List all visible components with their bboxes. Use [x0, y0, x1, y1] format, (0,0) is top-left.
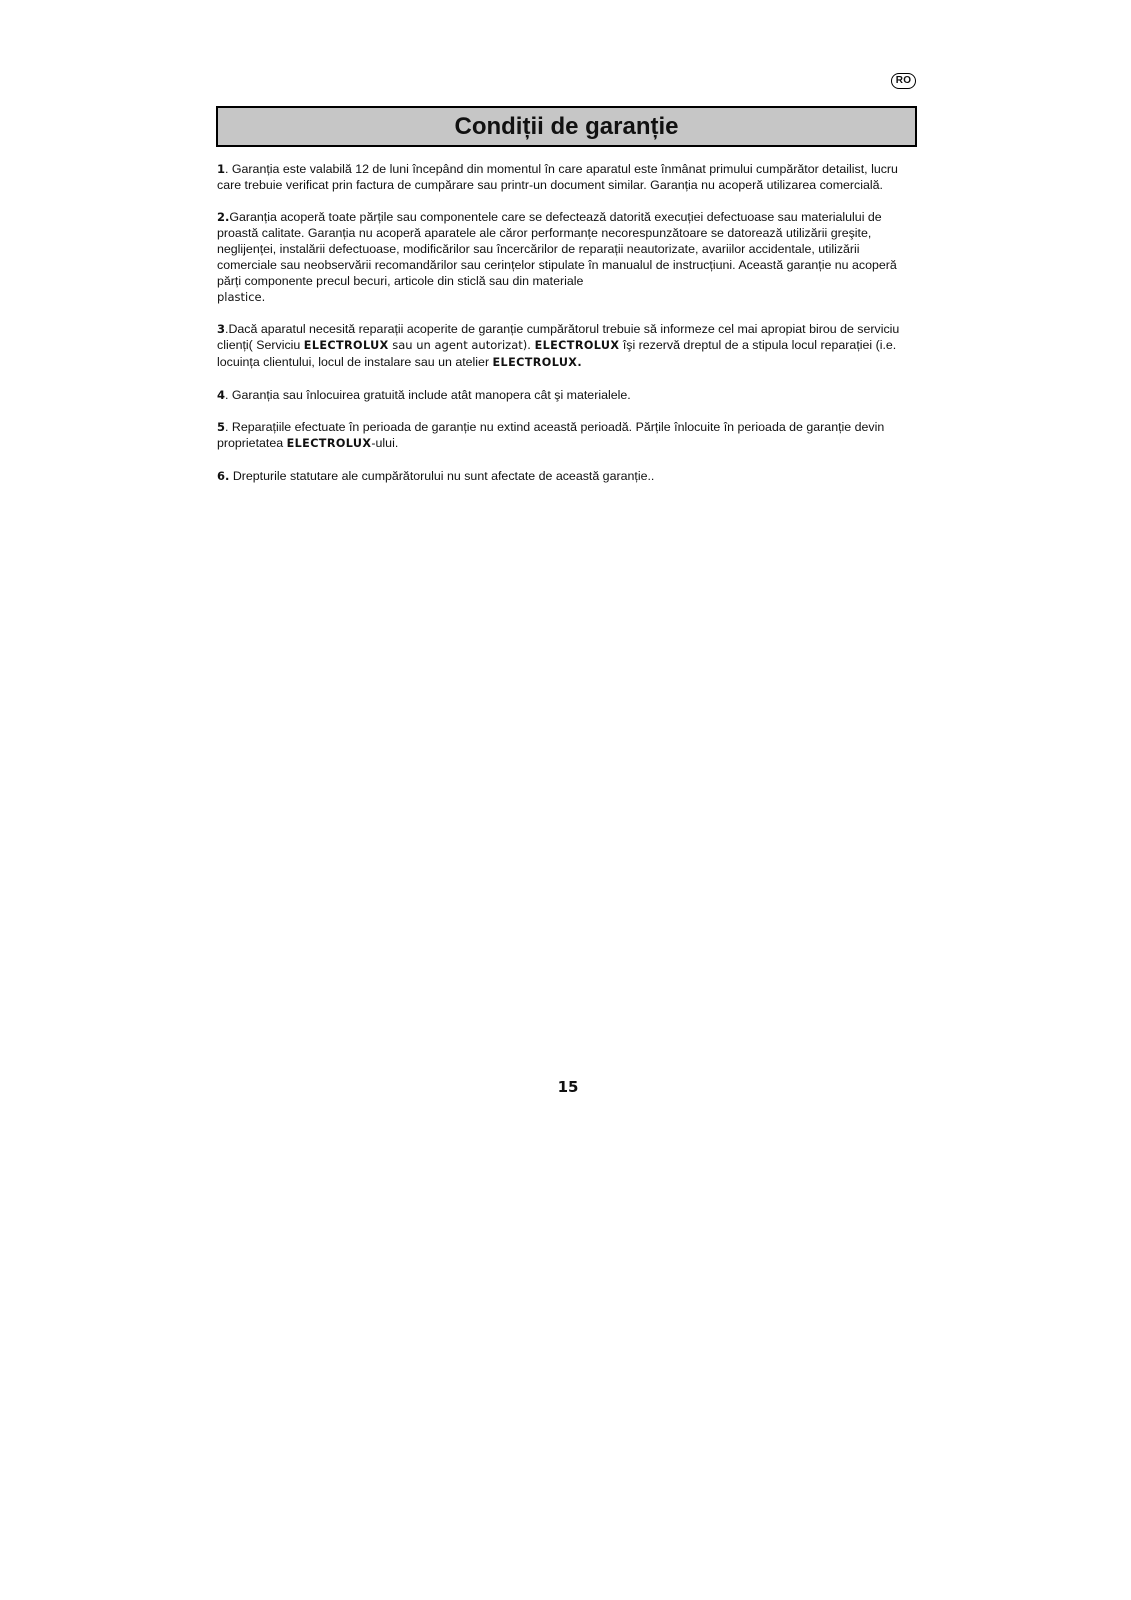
paragraph-6: [217, 468, 917, 484]
paragraph-number: 3: [217, 322, 226, 336]
paragraph-text: îşi rezervă dreptul de a stipula locul reparației (i.e. locuința clientului, locul de instalare sau un atelier: [217, 338, 897, 369]
paragraph-number: 6.: [217, 469, 230, 483]
warranty-conditions: [217, 161, 917, 500]
paragraph-3: [217, 321, 917, 371]
paragraph-number: 5: [217, 420, 226, 434]
brand-name: ELECTROLUX: [303, 339, 389, 352]
paragraph-number: 1: [217, 162, 226, 176]
paragraph-4: [217, 387, 917, 403]
brand-name: ELECTROLUX: [534, 339, 620, 352]
paragraph-text: Garanția acoperă toate părțile sau componentele care se defectează datorită execuției defectuoase sau materialului de proastă calitate. Garanția nu acoperă aparatele ale căror performanțe necorespunzătoare se datorează utilizării greşite, neglijenței, instalării defectuoase, modificărilor sau încercărilor de reparații neautorizate, avariilor accidentale, utilizării comerciale sau neobservării recomandărilor sau cerințelor stipulate în manualul de instrucțiuni. Această garanție nu acoperă părți componente precul becuri, articole din sticlă sau din materiale: [217, 210, 897, 288]
paragraph-2: [217, 209, 917, 305]
language-badge: RO: [891, 73, 916, 89]
brand-name: ELECTROLUX: [286, 437, 372, 450]
brand-name: ELECTROLUX.: [492, 356, 582, 369]
page-number: 15: [557, 1078, 579, 1096]
paragraph-text: . Garanția sau înlocuirea gratuită include atât manopera cât şi materialele.: [225, 388, 631, 402]
paragraph-1: [217, 161, 917, 193]
title-banner: [216, 106, 917, 147]
paragraph-text: . Garanția este valabilă 12 de luni începând din momentul în care aparatul este înmânat primului cumpărător detailist, lucru care trebuie verificat prin factura de cumpărare sau printr-un document similar. Garanția nu acoperă utilizarea comercială.: [217, 162, 898, 192]
paragraph-text: Drepturile statutare ale cumpărătorului nu sunt afectate de această garanție..: [229, 469, 655, 483]
paragraph-text: sau un agent autorizat).: [388, 338, 535, 352]
paragraph-5: [217, 419, 917, 452]
paragraph-number: 4: [217, 388, 226, 402]
paragraph-number: 2.: [217, 210, 230, 224]
paragraph-text: -ului.: [371, 436, 399, 450]
paragraph-text-tail: plastice.: [217, 290, 266, 304]
paragraph-text: . Reparațiile efectuate în perioada de garanție nu extind această perioadă. Părțile înlocuite în perioada de garanție devin proprietatea: [217, 420, 885, 450]
paragraph-text: .Dacă aparatul necesită reparații acoperite de garanție cumpărătorul trebuie să informeze cel mai apropiat birou de serviciu clienți( Serviciu: [217, 322, 900, 352]
page-title: Condiții de garanție: [454, 112, 679, 140]
